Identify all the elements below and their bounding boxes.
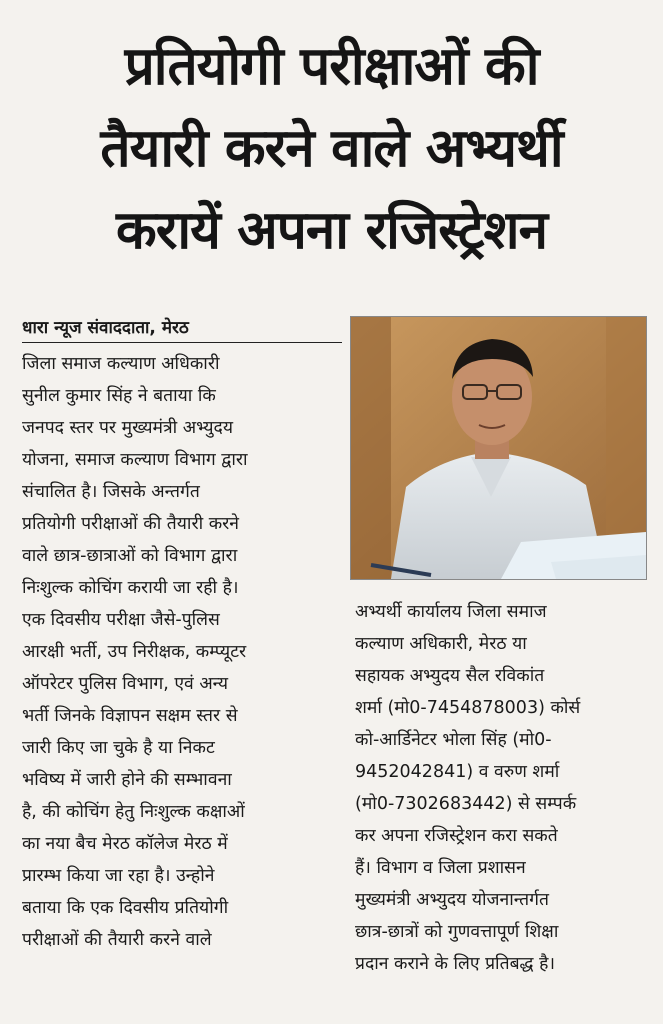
text-line: कल्याण अधिकारी, मेरठ या — [355, 634, 527, 654]
text-line: वाले छात्र-छात्राओं को विभाग द्वारा — [22, 546, 238, 566]
text-line: कर अपना रजिस्ट्रेशन करा सकते — [355, 826, 558, 846]
text-line: आरक्षी भर्ती, उप निरीक्षक, कम्प्यूटर — [22, 642, 247, 662]
text-line: जिला समाज कल्याण अधिकारी — [22, 354, 220, 374]
text-line: प्रारम्भ किया जा रहा है। उन्होने — [22, 866, 215, 886]
text-line: परीक्षाओं की तैयारी करने वाले — [22, 930, 212, 950]
article-left-column — [22, 348, 342, 956]
text-line: जारी किए जा चुके है या निकट — [22, 738, 215, 758]
text-line: संचालित है। जिसके अन्तर्गत — [22, 482, 200, 502]
text-line: प्रदान कराने के लिए प्रतिबद्ध है। — [355, 954, 556, 974]
text-line: हैं। विभाग व जिला प्रशासन — [355, 858, 526, 878]
text-line: योजना, समाज कल्याण विभाग द्वारा — [22, 450, 248, 470]
text-line: (मो0-7302683442) से सम्पर्क — [355, 794, 577, 814]
text-line: 9452042841) व वरुण शर्मा — [355, 762, 560, 782]
text-line: बताया कि एक दिवसीय प्रतियोगी — [22, 898, 229, 918]
headline-line-3: करायें अपना रजिस्ट्रेशन — [115, 200, 547, 261]
article-right-column — [355, 596, 647, 980]
text-line: एक दिवसीय परीक्षा जैसे-पुलिस — [22, 610, 220, 630]
news-photo — [350, 316, 647, 580]
text-line: निःशुल्क कोचिंग करायी जा रही है। — [22, 578, 239, 598]
text-line: भर्ती जिनके विज्ञापन सक्षम स्तर से — [22, 706, 238, 726]
headline-line-1: प्रतियोगी परीक्षाओं की — [124, 36, 539, 97]
text-line: सुनील कुमार सिंह ने बताया कि — [22, 386, 216, 406]
text-line: को-आर्डिनेटर भोला सिंह (मो0- — [355, 730, 552, 750]
text-line: मुख्यमंत्री अभ्युदय योजनान्तर्गत — [355, 890, 549, 910]
text-line: है, की कोचिंग हेतु निःशुल्क कक्षाओं — [22, 802, 245, 822]
text-line: छात्र-छात्रों को गुणवत्तापूर्ण शिक्षा — [355, 922, 559, 942]
text-line: का नया बैच मेरठ कॉलेज मेरठ में — [22, 834, 228, 854]
text-line: अभ्यर्थी कार्यालय जिला समाज — [355, 602, 547, 622]
text-line: भविष्य में जारी होने की सम्भावना — [22, 770, 232, 790]
headline-line-2: तैयारी करने वाले अभ्यर्थी — [100, 118, 563, 179]
text-line: प्रतियोगी परीक्षाओं की तैयारी करने — [22, 514, 240, 534]
headline — [14, 26, 649, 272]
text-line: ऑपरेटर पुलिस विभाग, एवं अन्य — [22, 674, 228, 694]
text-line: शर्मा (मो0-7454878003) कोर्स — [355, 698, 581, 718]
byline: धारा न्यूज संवाददाता, मेरठ — [22, 316, 342, 343]
text-line: जनपद स्तर पर मुख्यमंत्री अभ्युदय — [22, 418, 233, 438]
text-line: सहायक अभ्युदय सैल रविकांत — [355, 666, 545, 686]
